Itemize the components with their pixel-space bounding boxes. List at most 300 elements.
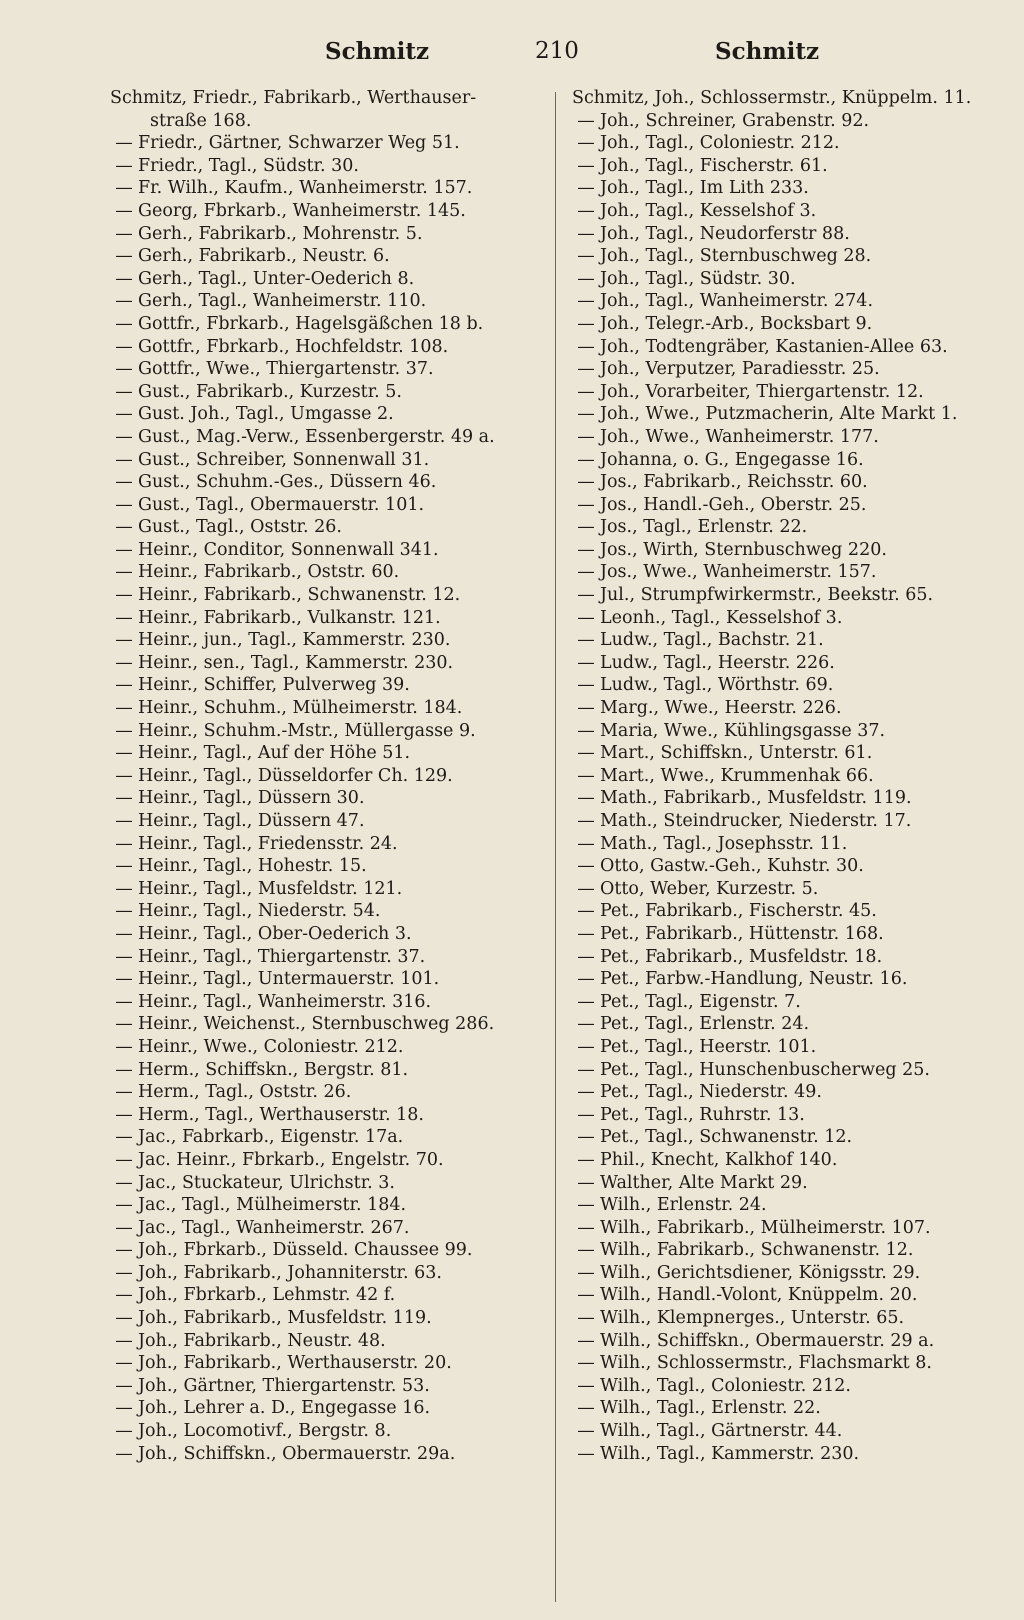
ditto-dash: —	[115, 1217, 133, 1238]
ditto-dash: —	[115, 539, 133, 560]
entry-text: Pet., Tagl., Schwanenstr. 12.	[600, 1127, 853, 1148]
directory-entry	[110, 1126, 550, 1149]
entry-text: Heinr., Tagl., Hohestr. 15.	[138, 856, 367, 877]
ditto-dash: —	[115, 585, 133, 606]
entry-text: Joh., Schreiner, Grabenstr. 92.	[600, 110, 870, 131]
ditto-dash: —	[115, 1059, 133, 1080]
ditto-dash: —	[115, 268, 133, 289]
entry-text: Heinr., Weichenst., Sternbuschweg 286.	[138, 1014, 495, 1035]
directory-entry	[110, 1375, 550, 1398]
entry-text: Jul., Strumpfwirkermstr., Beekstr. 65.	[600, 585, 934, 606]
ditto-dash: —	[577, 336, 595, 357]
entry-text: Maria, Wwe., Kühlingsgasse 37.	[600, 720, 886, 741]
directory-entry	[572, 742, 1012, 765]
directory-entry	[110, 1239, 550, 1262]
ditto-dash: —	[577, 1398, 595, 1419]
ditto-dash: —	[115, 517, 133, 538]
directory-entry	[110, 607, 550, 630]
directory-entry	[110, 290, 550, 313]
ditto-dash: —	[115, 1421, 133, 1442]
directory-entry	[110, 1420, 550, 1443]
entry-text: Pet., Tagl., Ruhrstr. 13.	[600, 1104, 805, 1125]
ditto-dash: —	[577, 720, 595, 741]
directory-entry	[110, 855, 550, 878]
entry-text: Jac., Tagl., Mülheimerstr. 184.	[138, 1195, 407, 1216]
ditto-dash: —	[577, 1172, 595, 1193]
directory-entry	[572, 1239, 1012, 1262]
directory-entry	[572, 426, 1012, 449]
entry-text: Heinr., Schuhm.-Mstr., Müllergasse 9.	[138, 720, 476, 741]
directory-entry	[110, 1149, 550, 1172]
ditto-dash: —	[115, 607, 133, 628]
entry-text: Heinr., Tagl., Ober-Oederich 3.	[138, 923, 412, 944]
directory-entry	[572, 539, 1012, 562]
directory-entry	[110, 268, 550, 291]
entry-text: Gerh., Fabrikarb., Mohrenstr. 5.	[138, 223, 423, 244]
ditto-dash: —	[577, 788, 595, 809]
entry-text: Schmitz, Friedr., Fabrikarb., Werthauser-	[110, 88, 477, 108]
entry-text: Heinr., Tagl., Düsseldorfer Ch. 129.	[138, 765, 453, 786]
ditto-dash: —	[115, 1149, 133, 1170]
ditto-dash: —	[577, 1308, 595, 1329]
directory-entry	[110, 358, 550, 381]
directory-entry	[110, 1284, 550, 1307]
ditto-dash: —	[577, 291, 595, 312]
entry-text: Heinr., Fabrikarb., Oststr. 60.	[138, 562, 400, 583]
directory-entry	[110, 403, 550, 426]
ditto-dash: —	[577, 472, 595, 493]
entry-text: Heinr., Conditor, Sonnenwall 341.	[138, 539, 439, 560]
entry-text: Joh., Tagl., Coloniestr. 212.	[600, 133, 840, 154]
entry-text: Jos., Wwe., Wanheimerstr. 157.	[600, 562, 877, 583]
directory-entry	[110, 697, 550, 720]
entry-text: Pet., Fabrikarb., Hüttenstr. 168.	[600, 923, 884, 944]
directory-entry	[110, 900, 550, 923]
directory-entry	[110, 742, 550, 765]
directory-entry	[572, 787, 1012, 810]
entry-text: Joh., Telegr.-Arb., Bocksbart 9.	[600, 313, 873, 334]
ditto-dash: —	[115, 1262, 133, 1283]
ditto-dash: —	[115, 1195, 133, 1216]
directory-entry	[110, 1194, 550, 1217]
ditto-dash: —	[577, 359, 595, 380]
ditto-dash: —	[115, 811, 133, 831]
ditto-dash: —	[115, 313, 133, 334]
directory-entry	[110, 1217, 550, 1240]
directory-entry	[572, 200, 1012, 223]
ditto-dash: —	[577, 946, 595, 967]
entry-text: Friedr., Tagl., Südstr. 30.	[138, 155, 359, 176]
entry-text: Wilh., Klempnerges., Unterstr. 65.	[600, 1308, 905, 1329]
entry-text: Pet., Tagl., Erlenstr. 24.	[600, 1014, 810, 1035]
entry-text: Joh., Wwe., Putzmacherin, Alte Markt 1.	[600, 404, 958, 425]
directory-entry	[572, 697, 1012, 720]
ditto-dash: —	[115, 1104, 133, 1125]
entry-text: Schmitz, Joh., Schlossermstr., Knüppelm. 11.	[572, 88, 972, 108]
directory-entry	[572, 629, 1012, 652]
ditto-dash: —	[577, 1195, 595, 1216]
entry-text: Joh., Verputzer, Paradiesstr. 25.	[600, 359, 880, 380]
entry-text: Ludw., Tagl., Wörthstr. 69.	[600, 675, 834, 696]
entry-text: Heinr., Tagl., Niederstr. 54.	[138, 901, 381, 922]
entry-text: Math., Tagl., Josephsstr. 11.	[600, 833, 848, 854]
ditto-dash: —	[115, 833, 133, 854]
ditto-dash: —	[577, 743, 595, 764]
ditto-dash: —	[115, 878, 133, 899]
right-column	[572, 87, 1012, 1465]
directory-entry	[572, 449, 1012, 472]
directory-entry	[110, 313, 550, 336]
directory-entry	[110, 336, 550, 359]
directory-entry	[110, 584, 550, 607]
ditto-dash: —	[115, 291, 133, 312]
directory-entry	[572, 561, 1012, 584]
entry-text: Heinr., Fabrikarb., Schwanenstr. 12.	[138, 585, 461, 606]
directory-entry	[110, 1262, 550, 1285]
directory-entry	[110, 449, 550, 472]
ditto-dash: —	[577, 562, 595, 583]
directory-entry	[110, 87, 550, 110]
directory-entry	[572, 991, 1012, 1014]
ditto-dash: —	[115, 675, 133, 696]
ditto-dash: —	[115, 991, 133, 1012]
directory-entry	[572, 245, 1012, 268]
entry-text: Leonh., Tagl., Kesselshof 3.	[600, 607, 843, 628]
directory-entry	[572, 381, 1012, 404]
directory-entry	[572, 516, 1012, 539]
directory-entry	[110, 1013, 550, 1036]
directory-entry	[572, 923, 1012, 946]
directory-entry	[572, 223, 1012, 246]
entry-text: Joh., Tagl., Wanheimerstr. 274.	[600, 291, 874, 312]
ditto-dash: —	[577, 494, 595, 515]
entry-text: Joh., Tagl., Fischerstr. 61.	[600, 155, 828, 176]
directory-entry	[572, 336, 1012, 359]
entry-text: Otto, Weber, Kurzestr. 5.	[600, 878, 819, 899]
directory-entry	[110, 1081, 550, 1104]
entry-text: Ludw., Tagl., Bachstr. 21.	[600, 630, 824, 651]
entry-text: Jac., Stuckateur, Ulrichstr. 3.	[138, 1172, 395, 1193]
ditto-dash: —	[115, 630, 133, 651]
entry-text: Joh., Tagl., Südstr. 30.	[600, 268, 796, 289]
page-header	[0, 38, 1024, 78]
directory-entry	[110, 1443, 550, 1466]
directory-entry	[110, 1307, 550, 1330]
directory-entry	[572, 607, 1012, 630]
entry-text: Joh., Tagl., Im Lith 233.	[600, 178, 809, 199]
directory-entry	[110, 426, 550, 449]
ditto-dash: —	[577, 969, 595, 990]
ditto-dash: —	[115, 1285, 133, 1306]
ditto-dash: —	[115, 381, 133, 402]
entry-text: Marg., Wwe., Heerstr. 226.	[600, 698, 842, 719]
entry-text: Wilh., Tagl., Coloniestr. 212.	[600, 1375, 851, 1396]
ditto-dash: —	[115, 720, 133, 741]
ditto-dash: —	[577, 133, 595, 154]
directory-entry	[110, 1397, 550, 1420]
entry-text: Wilh., Tagl., Gärtnerstr. 44.	[600, 1421, 843, 1442]
entry-text: Fr. Wilh., Kaufm., Wanheimerstr. 157.	[138, 178, 473, 199]
directory-entry	[110, 516, 550, 539]
ditto-dash: —	[115, 155, 133, 176]
entry-text: Heinr., Tagl., Auf der Höhe 51.	[138, 743, 411, 764]
ditto-dash: —	[577, 1217, 595, 1238]
ditto-dash: —	[577, 585, 595, 606]
directory-entry	[110, 991, 550, 1014]
directory-entry	[110, 923, 550, 946]
directory-entry	[572, 1262, 1012, 1285]
ditto-dash: —	[577, 1036, 595, 1057]
entry-text: Joh., Locomotivf., Bergstr. 8.	[138, 1421, 392, 1442]
entry-text: Heinr., jun., Tagl., Kammerstr. 230.	[138, 630, 451, 651]
entry-text: Heinr., Tagl., Untermauerstr. 101.	[138, 969, 440, 990]
entry-text: Joh., Fbrkarb., Lehmstr. 42 f.	[138, 1285, 396, 1306]
ditto-dash: —	[115, 223, 133, 244]
entry-text: Heinr., Fabrikarb., Vulkanstr. 121.	[138, 607, 441, 628]
entry-text: Joh., Fabrikarb., Werthauserstr. 20.	[138, 1353, 452, 1374]
entry-text: Joh., Tagl., Sternbuschweg 28.	[600, 246, 872, 267]
directory-entry	[110, 155, 550, 178]
directory-entry	[110, 245, 550, 268]
ditto-dash: —	[577, 110, 595, 131]
ditto-dash: —	[577, 1059, 595, 1080]
ditto-dash: —	[577, 811, 595, 831]
ditto-dash: —	[115, 652, 133, 673]
ditto-dash: —	[115, 969, 133, 990]
ditto-dash: —	[577, 1127, 595, 1148]
ditto-dash: —	[115, 336, 133, 357]
directory-entry	[572, 1307, 1012, 1330]
directory-entry	[572, 1194, 1012, 1217]
directory-entry	[572, 674, 1012, 697]
directory-entry	[110, 1059, 550, 1082]
ditto-dash: —	[115, 765, 133, 786]
ditto-dash: —	[577, 607, 595, 628]
entry-text: Heinr., Tagl., Düssern 47.	[138, 811, 365, 831]
directory-entry	[572, 1036, 1012, 1059]
entry-text: Joh., Tagl., Neudorferstr 88.	[600, 223, 850, 244]
ditto-dash: —	[115, 1398, 133, 1419]
directory-entry	[572, 1443, 1012, 1466]
entry-text: Joh., Fbrkarb., Düsseld. Chaussee 99.	[138, 1240, 473, 1261]
directory-entry	[110, 946, 550, 969]
directory-entry	[110, 110, 550, 133]
entry-text: Joh., Fabrikarb., Neustr. 48.	[138, 1330, 386, 1351]
ditto-dash: —	[577, 991, 595, 1012]
directory-entry	[572, 1172, 1012, 1195]
entry-text: Gust., Schreiber, Sonnenwall 31.	[138, 449, 430, 470]
ditto-dash: —	[577, 246, 595, 267]
entry-text: Heinr., Tagl., Düssern 30.	[138, 788, 365, 809]
left-column	[110, 87, 550, 1465]
directory-entry	[572, 87, 1012, 110]
entry-text: Jac. Heinr., Fbrkarb., Engelstr. 70.	[138, 1149, 444, 1170]
entry-text: Gottfr., Fbrkarb., Hochfeldstr. 108.	[138, 336, 449, 357]
entry-text: Wilh., Handl.-Volont, Knüppelm. 20.	[600, 1285, 918, 1306]
entry-text: Phil., Knecht, Kalkhof 140.	[600, 1149, 838, 1170]
ditto-dash: —	[115, 1036, 133, 1057]
directory-entry	[110, 629, 550, 652]
directory-entry	[110, 720, 550, 743]
entry-text: Math., Steindrucker, Niederstr. 17.	[600, 811, 912, 831]
ditto-dash: —	[577, 268, 595, 289]
directory-entry	[110, 1352, 550, 1375]
ditto-dash: —	[577, 404, 595, 425]
directory-entry	[572, 765, 1012, 788]
ditto-dash: —	[577, 652, 595, 673]
entry-text: Pet., Tagl., Heerstr. 101.	[600, 1036, 817, 1057]
entry-text: Otto, Gastw.-Geh., Kuhstr. 30.	[600, 856, 864, 877]
directory-entry	[110, 1172, 550, 1195]
directory-entry	[110, 765, 550, 788]
ditto-dash: —	[115, 1014, 133, 1035]
directory-entry	[110, 787, 550, 810]
directory-entry	[572, 1420, 1012, 1443]
ditto-dash: —	[577, 517, 595, 538]
ditto-dash: —	[115, 494, 133, 515]
ditto-dash: —	[577, 1285, 595, 1306]
ditto-dash: —	[577, 1240, 595, 1261]
ditto-dash: —	[577, 1375, 595, 1396]
directory-entry	[572, 1013, 1012, 1036]
ditto-dash: —	[577, 155, 595, 176]
directory-entry	[572, 290, 1012, 313]
directory-entry	[572, 313, 1012, 336]
entry-text: Wilh., Tagl., Erlenstr. 22.	[600, 1398, 821, 1419]
ditto-dash: —	[115, 946, 133, 967]
ditto-dash: —	[577, 675, 595, 696]
entry-text: Gerh., Tagl., Wanheimerstr. 110.	[138, 291, 427, 312]
entry-text: Joh., Lehrer a. D., Engegasse 16.	[138, 1398, 431, 1419]
ditto-dash: —	[115, 246, 133, 267]
ditto-dash: —	[577, 223, 595, 244]
ditto-dash: —	[115, 901, 133, 922]
directory-entry	[572, 1104, 1012, 1127]
entry-text: Johanna, o. G., Engegasse 16.	[600, 449, 864, 470]
entry-text: Jac., Fabrkarb., Eigenstr. 17a.	[138, 1127, 404, 1148]
entry-text: Wilh., Schiffskn., Obermauerstr. 29 a.	[600, 1330, 935, 1351]
entry-text: Gerh., Fabrikarb., Neustr. 6.	[138, 246, 390, 267]
ditto-dash: —	[115, 1353, 133, 1374]
entry-text: Ludw., Tagl., Heerstr. 226.	[600, 652, 835, 673]
entry-text: Wilh., Gerichtsdiener, Königsstr. 29.	[600, 1262, 921, 1283]
ditto-dash: —	[115, 1375, 133, 1396]
ditto-dash: —	[115, 1330, 133, 1351]
directory-entry	[572, 855, 1012, 878]
directory-entry	[110, 1036, 550, 1059]
entry-text: Joh., Schiffskn., Obermauerstr. 29a.	[138, 1443, 456, 1464]
directory-entry	[110, 561, 550, 584]
directory-entry	[110, 223, 550, 246]
ditto-dash: —	[115, 698, 133, 719]
directory-entry	[572, 584, 1012, 607]
ditto-dash: —	[577, 833, 595, 854]
directory-entry	[572, 403, 1012, 426]
ditto-dash: —	[577, 1149, 595, 1170]
entry-text: Gottfr., Wwe., Thiergartenstr. 37.	[138, 359, 434, 380]
entry-text: Joh., Fabrikarb., Johanniterstr. 63.	[138, 1262, 442, 1283]
ditto-dash: —	[115, 1127, 133, 1148]
ditto-dash: —	[577, 1014, 595, 1035]
directory-entry	[572, 1126, 1012, 1149]
directory-entry	[110, 471, 550, 494]
directory-entry	[572, 1375, 1012, 1398]
entry-text: Joh., Vorarbeiter, Thiergartenstr. 12.	[600, 381, 924, 402]
entry-text: Wilh., Erlenstr. 24.	[600, 1195, 767, 1216]
ditto-dash: —	[115, 426, 133, 447]
entry-text: Joh., Gärtner, Thiergartenstr. 53.	[138, 1375, 430, 1396]
column-divider	[555, 92, 556, 1602]
entry-text: Joh., Tagl., Kesselshof 3.	[600, 200, 817, 221]
directory-entry	[572, 1284, 1012, 1307]
ditto-dash: —	[577, 1330, 595, 1351]
ditto-dash: —	[577, 630, 595, 651]
directory-entry	[572, 132, 1012, 155]
entry-text: Gust., Mag.-Verw., Essenbergerstr. 49 a.	[138, 426, 495, 447]
entry-text: Herm., Schiffskn., Bergstr. 81.	[138, 1059, 409, 1080]
directory-entry	[110, 810, 550, 833]
directory-entry	[572, 471, 1012, 494]
entry-text: Heinr., Tagl., Thiergartenstr. 37.	[138, 946, 426, 967]
entry-text: Pet., Fabrikarb., Musfeldstr. 18.	[600, 946, 883, 967]
ditto-dash: —	[577, 1262, 595, 1283]
ditto-dash: —	[115, 923, 133, 944]
entry-text: Walther, Alte Markt 29.	[600, 1172, 808, 1193]
ditto-dash: —	[115, 178, 133, 199]
directory-entry	[110, 539, 550, 562]
ditto-dash: —	[115, 788, 133, 809]
directory-entry	[110, 494, 550, 517]
directory-entry	[110, 1330, 550, 1353]
entry-text: Wilh., Schlossermstr., Flachsmarkt 8.	[600, 1353, 932, 1374]
entry-text: Pet., Tagl., Eigenstr. 7.	[600, 991, 801, 1012]
directory-entry	[572, 1149, 1012, 1172]
entry-text: Wilh., Fabrikarb., Mülheimerstr. 107.	[600, 1217, 931, 1238]
entry-text: Joh., Todtengräber, Kastanien-Allee 63.	[600, 336, 948, 357]
ditto-dash: —	[577, 539, 595, 560]
entry-text: Friedr., Gärtner, Schwarzer Weg 51.	[138, 133, 460, 154]
ditto-dash: —	[115, 449, 133, 470]
entry-text: Math., Fabrikarb., Musfeldstr. 119.	[600, 788, 912, 809]
entry-text: Georg, Fbrkarb., Wanheimerstr. 145.	[138, 200, 466, 221]
entry-text: Mart., Schiffskn., Unterstr. 61.	[600, 743, 873, 764]
directory-entry	[110, 200, 550, 223]
ditto-dash: —	[577, 449, 595, 470]
directory-entry	[572, 720, 1012, 743]
ditto-dash: —	[577, 901, 595, 922]
directory-entry	[572, 900, 1012, 923]
directory-entry	[110, 878, 550, 901]
directory-entry	[572, 1397, 1012, 1420]
directory-entry	[110, 674, 550, 697]
directory-entry	[572, 1081, 1012, 1104]
directory-entry	[110, 381, 550, 404]
entry-text: Gust., Tagl., Obermauerstr. 101.	[138, 494, 425, 515]
entry-text: Heinr., Schiffer, Pulverweg 39.	[138, 675, 410, 696]
directory-entry	[572, 968, 1012, 991]
entry-text: Heinr., sen., Tagl., Kammerstr. 230.	[138, 652, 454, 673]
directory-entry	[110, 652, 550, 675]
ditto-dash: —	[115, 1443, 133, 1464]
ditto-dash: —	[577, 698, 595, 719]
ditto-dash: —	[115, 743, 133, 764]
directory-entry	[572, 177, 1012, 200]
ditto-dash: —	[577, 1353, 595, 1374]
entry-text: Heinr., Schuhm., Mülheimerstr. 184.	[138, 698, 463, 719]
entry-text: Heinr., Tagl., Musfeldstr. 121.	[138, 878, 403, 899]
header-left-surname: Schmitz	[325, 38, 430, 65]
entry-text: Jos., Handl.-Geh., Oberstr. 25.	[600, 494, 867, 515]
